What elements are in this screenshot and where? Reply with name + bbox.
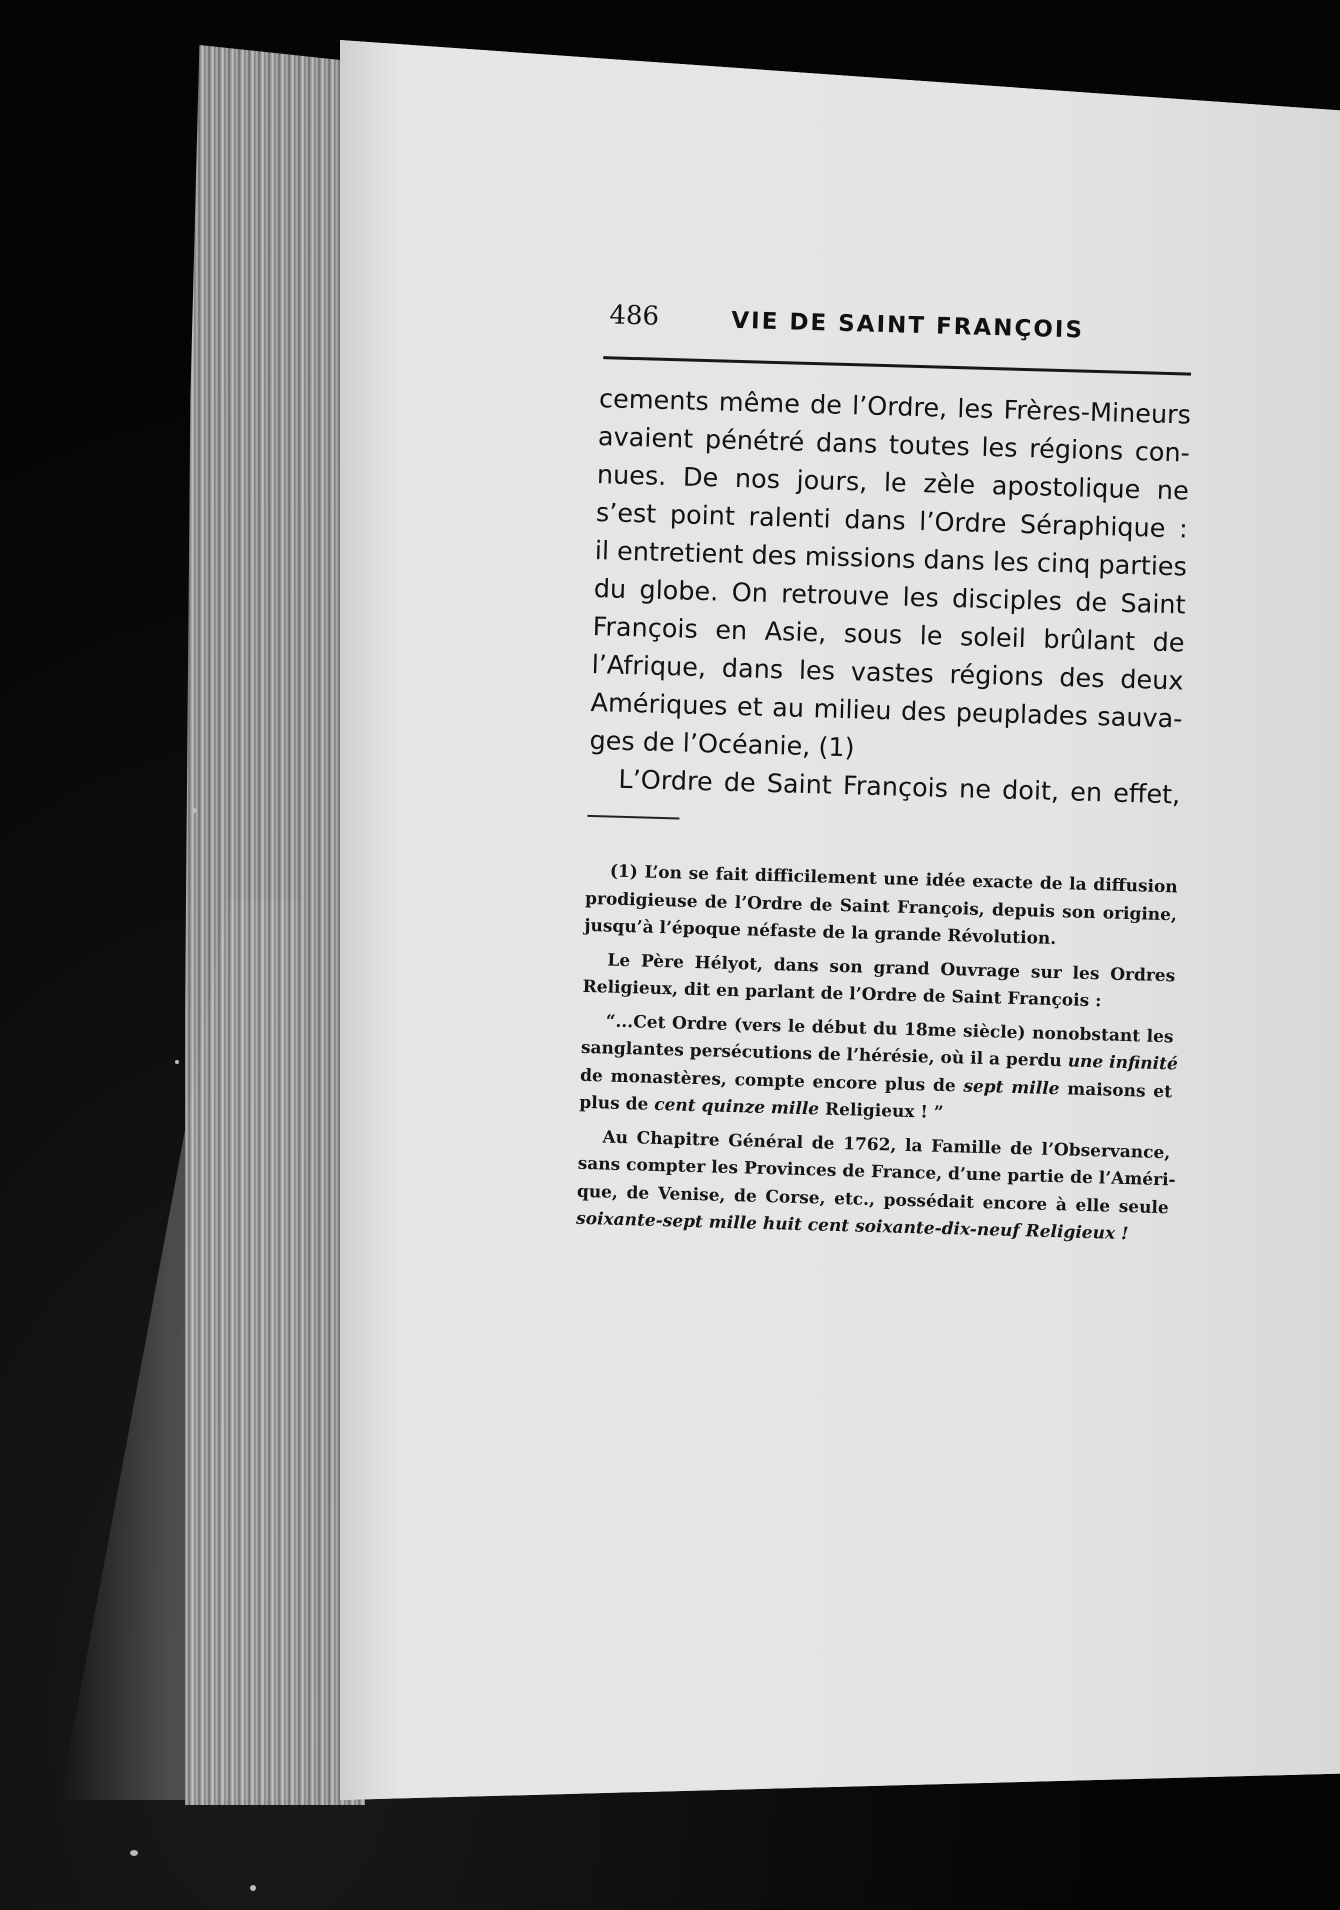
footnote-line: “...Cet Ordre (vers le début du 18me siècle) nonobstant les	[605, 1011, 1174, 1047]
footnote-segment: Religieux ! ”	[824, 1099, 944, 1123]
footnote-segment: plus de	[579, 1092, 649, 1115]
dust-speck	[250, 1885, 256, 1891]
body-line: L’Ordre de Saint François ne doit, en effet,	[618, 764, 1181, 811]
dust-speck	[175, 1060, 179, 1064]
footnote-line: que, de Venise, de Corse, etc., possédait encore à elle seule	[576, 1181, 1170, 1218]
running-title: VIE DE SAINT FRANÇOIS	[730, 307, 1085, 344]
footnote-italic: cent quinze mille	[653, 1094, 820, 1120]
body-line: avaient pénétré dans toutes les régions con-	[597, 422, 1191, 469]
footnote-line: Au Chapitre Général de 1762, la Famille de l’Observance,	[602, 1126, 1171, 1163]
footnote-line: sans compter les Provinces de France, d’une partie de l’Améri-	[577, 1153, 1176, 1191]
page-content	[200, 290, 1340, 1770]
page-number: 486	[609, 300, 660, 332]
body-line: François en Asie, sous le soleil brûlant de	[592, 611, 1185, 659]
body-line: du globe. On retrouve les disciples de Saint	[593, 574, 1186, 621]
dust-speck	[192, 808, 197, 813]
body-line: nues. De nos jours, le zèle apostolique ne	[596, 460, 1190, 507]
footnote-line: Religieux, dit en parlant de l’Ordre de Saint François :	[582, 976, 1102, 1012]
footnote-separator	[587, 815, 679, 820]
footnote-line: jusqu’à l’époque néfaste de la grande Révolution.	[584, 915, 1057, 950]
body-line: ges de l’Océanie, (1)	[589, 725, 855, 764]
footnotes	[576, 858, 1178, 1250]
body-line: il entretient des missions dans les cinq parties	[594, 536, 1188, 583]
footnote-segment: de monastères, compte encore plus de	[579, 1065, 956, 1096]
body-line: Amériques et au milieu des peuplades sauva-	[590, 687, 1183, 735]
footnote-italic: une infinité	[1067, 1051, 1179, 1075]
body-line: s’est point ralenti dans l’Ordre Séraphique :	[595, 498, 1189, 545]
footnote-line: soixante-sept mille huit cent soixante-dix-neuf Religieux !	[575, 1208, 1129, 1245]
footnote-line: (1) L’on se fait difficilement une idée exacte de la diffusion	[609, 861, 1178, 898]
footnote-italic: sept mille	[963, 1076, 1060, 1099]
body-line: cements même de l’Ordre, les Frères-Mineurs	[598, 384, 1192, 431]
footnote-line: prodigieuse de l’Ordre de Saint François, depuis son origine,	[584, 888, 1178, 925]
body-text	[588, 380, 1191, 814]
footnote-segment: sanglantes persécutions de l’hérésie, où il a perdu	[580, 1037, 1063, 1072]
dust-speck	[130, 1850, 138, 1856]
footnote-line: Le Père Hélyot, dans son grand Ouvrage sur les Ordres	[607, 950, 1176, 986]
footnote-segment: maisons et	[1066, 1078, 1173, 1102]
body-line: l’Afrique, dans les vastes régions des deux	[591, 649, 1184, 697]
